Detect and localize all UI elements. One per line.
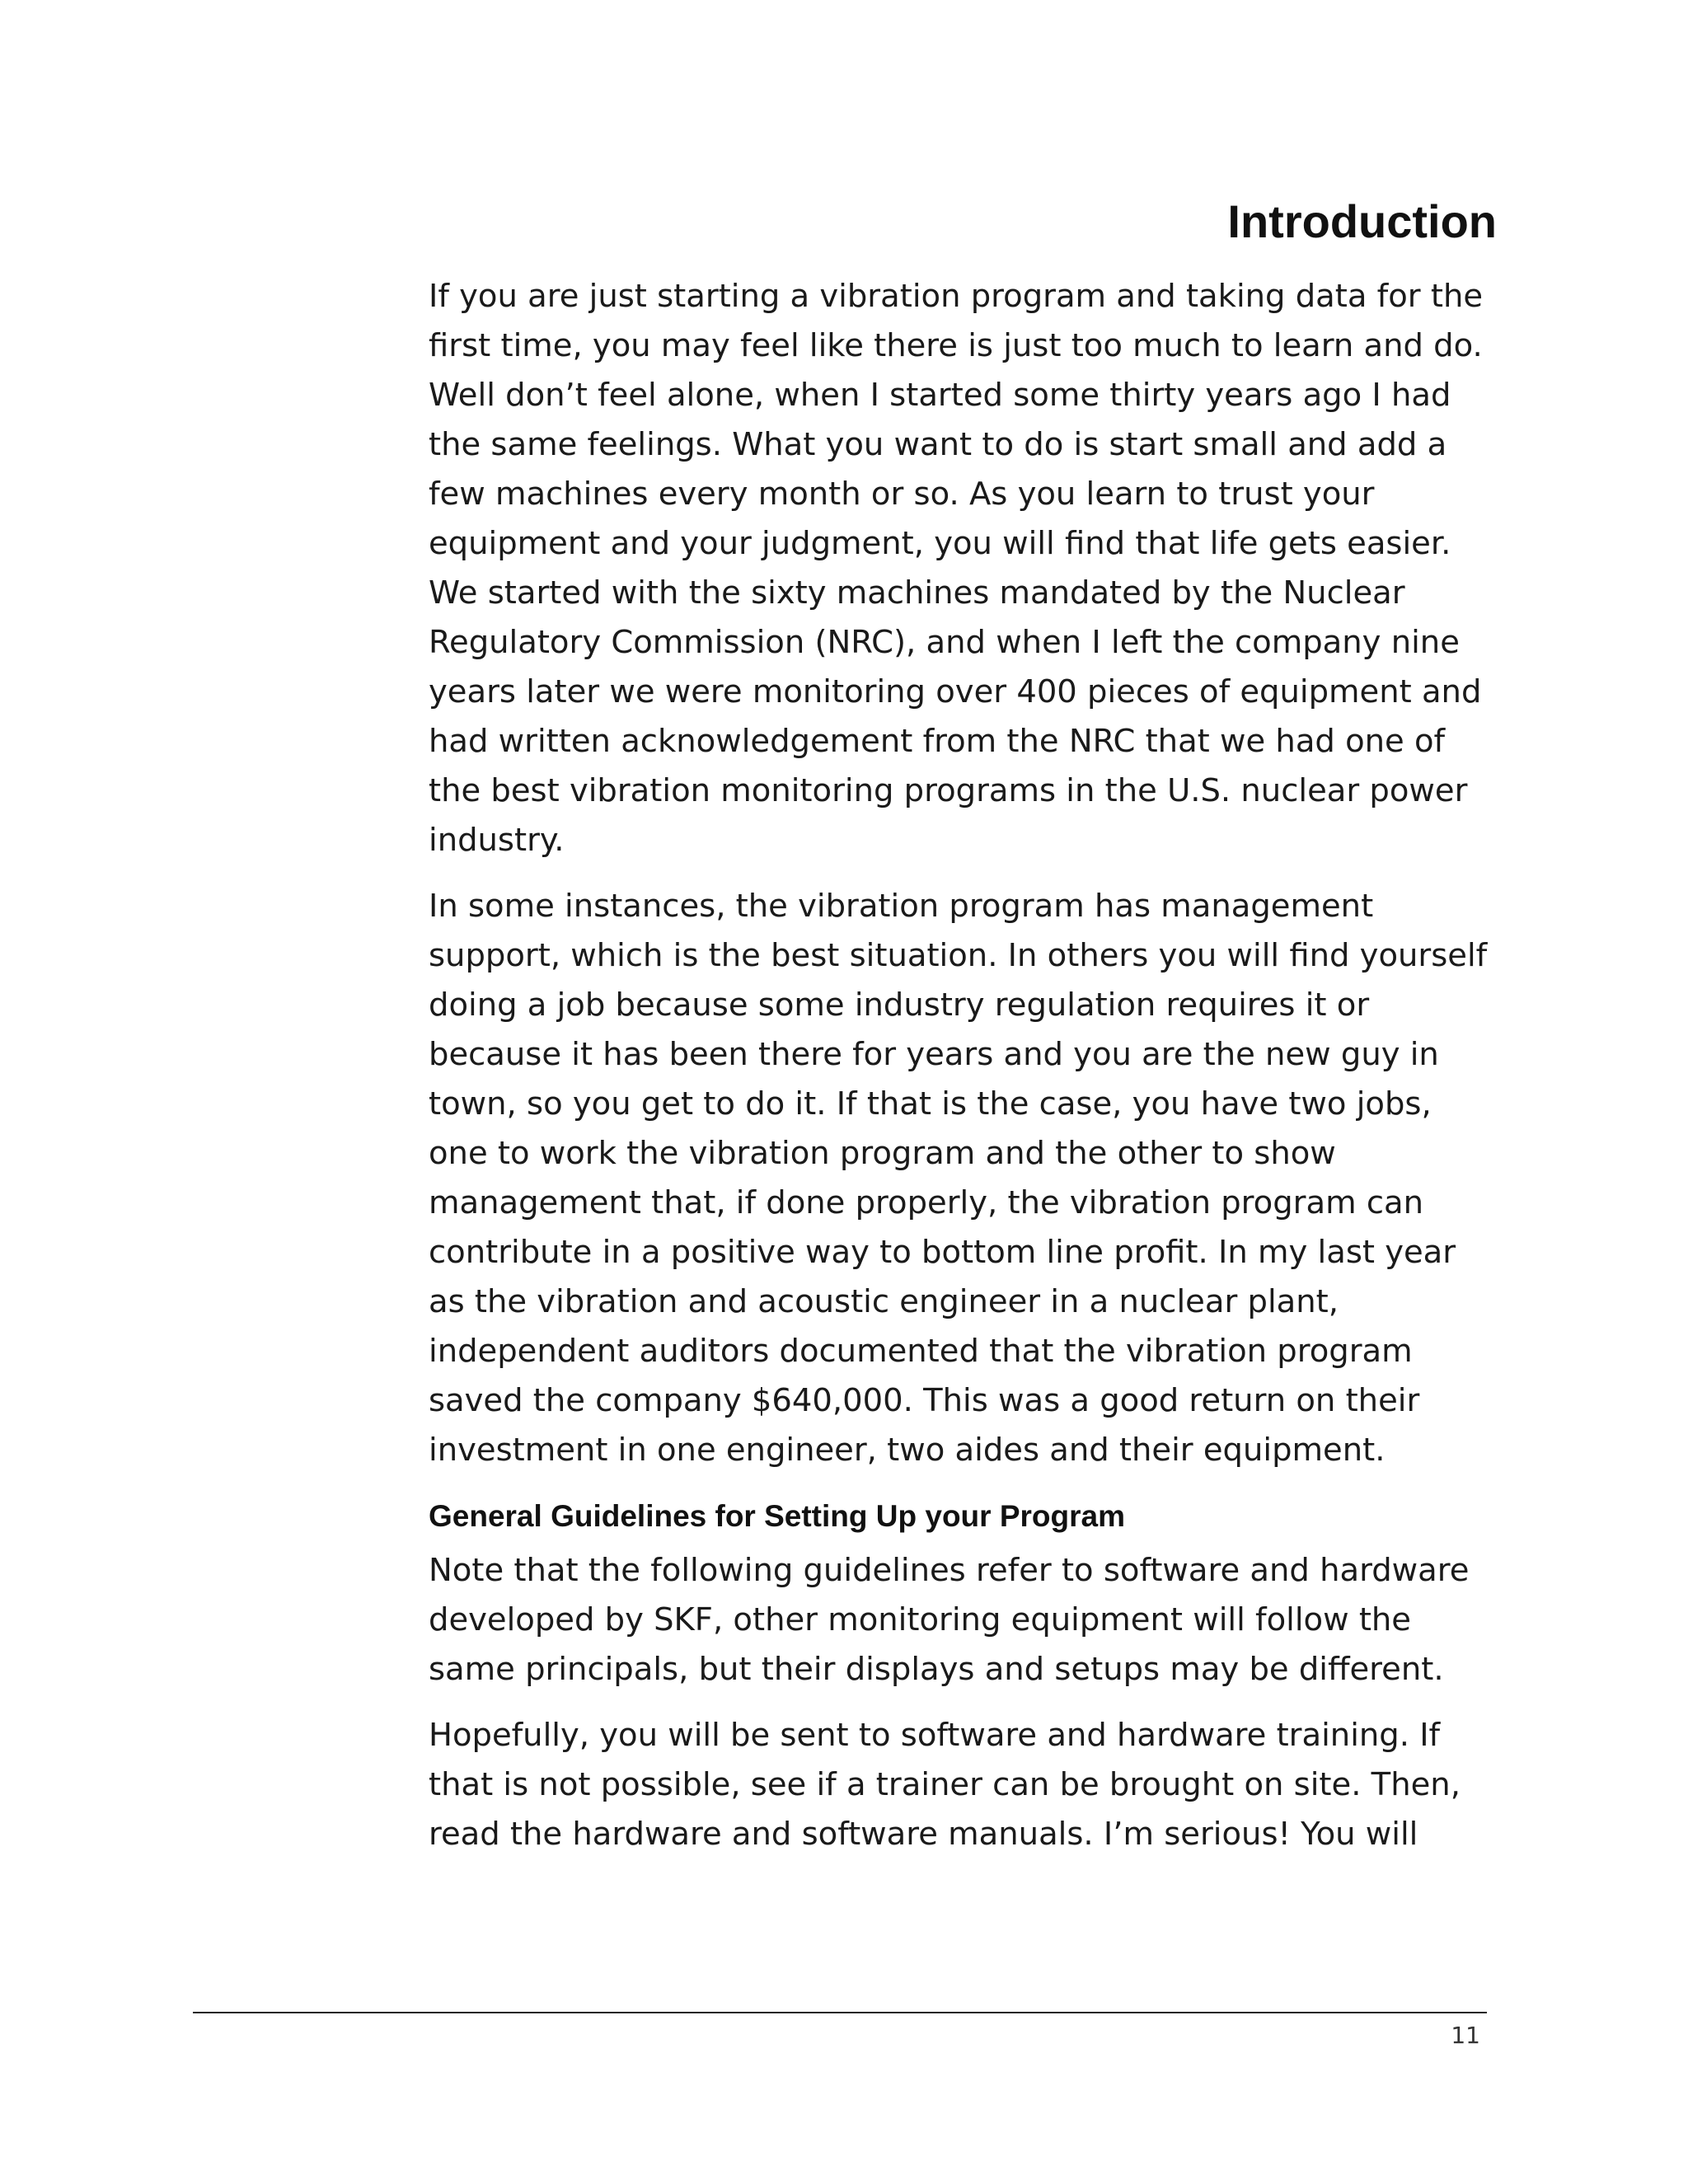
subsection-heading: General Guidelines for Setting Up your Program [429, 1499, 1125, 1533]
intro-paragraph-2: In some instances, the vibration program has management support, which is the best situation. In others you will find yourself doing a job because some industry regulation requires it or because it has been there for years and you are the new guy in town, so you get to do it. If that is the case, you have two jobs, one to work the vibration program and the other to show management that, if done properly, the vibration program can contribute in a positive way to bottom line profit. In my last year as the vibration and acoustic engineer in a nuclear plant, independent auditors documented that the vibration program saved the company $640,000. This was a good return on their investment in one engineer, two aides and their equipment. [429, 888, 1488, 1469]
section-title: Introduction [1227, 195, 1497, 247]
intro-paragraph-1: If you are just starting a vibration program and taking data for the first time, you may feel like there is just too much to learn and do. Well don’t feel alone, when I started some thirty years ago I had the same feelings. What you want to do is start small and add a few machines every month or so. As you learn to trust your equipment and your judgment, you will find that life gets easier. We started with the sixty machines mandated by the Nuclear Regulatory Commission (NRC), and when I left the company nine years later we were monitoring over 400 pieces of equipment and had written acknowledgement from the NRC that we had one of the best vibration monitoring programs in the U.S. nuclear power industry. [429, 278, 1484, 859]
guidelines-paragraph-1: Note that the following guidelines refer to software and hardware developed by SKF, other monitoring equipment will follow the same principals, but their displays and setups may be different. [429, 1552, 1470, 1688]
body-text [429, 272, 1500, 1876]
footer-rule [193, 2012, 1487, 2013]
guidelines-paragraph-2: Hopefully, you will be sent to software and hardware training. If that is not possible, see if a trainer can be brought on site. Then, read the hardware and software manuals. I’m serious! You will [429, 1717, 1461, 1853]
page-number: 11 [1451, 2022, 1480, 2049]
